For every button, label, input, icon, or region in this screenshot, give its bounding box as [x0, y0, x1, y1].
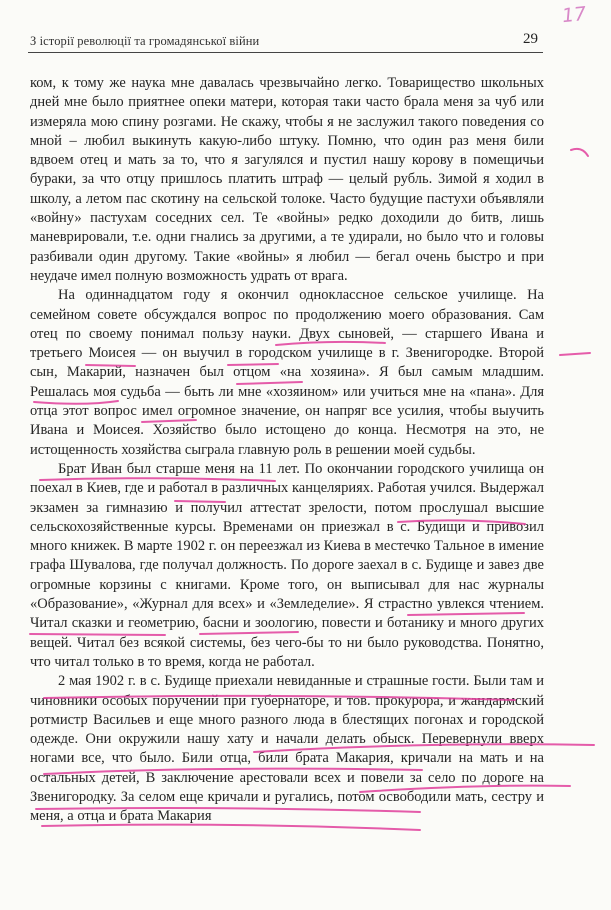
paragraph-4: 2 мая 1902 г. в с. Будище приехали невиданные и страшные гости. Были там и чиновники особых поручений при губернаторе, и тов. прокурора, и жандармский ротмистр Васильев и еще много разного люда в блестящих погонах и городской одежде. Они окружили нашу хату и начали делать обыск. Перевернули вверх ногами все, что было. Били отца, били брата Макария, кричали на мать и на остальных детей, В заключение арестовали всех и повели за село по дороге на Звенигородку. За селом еще кричали и ругались, потом освободили мать, сестру и меня, а отца и брата Макария: [30, 673, 544, 825]
running-header: З історії революції та громадянської війни: [30, 34, 260, 48]
paragraph-1: ком, к тому же наука мне давалась чрезвычайно легко. Товарищество школьных дней мне было приятнее опеки матери, которая таки часто брала меня за чуб или измеряла мою спину розгами. Не скажу, чтобы я не заслужил такого поведения со мной – любил выкинуть какую-либо штуку. Помню, что один раз меня били вдвоем отец и мать за то, что я загулялся и пустил нашу корову в помещичьи бураки, за что отцу пришлось платить штраф — целый рубль. Зимой я ходил в школу, а летом пас скотину на сельской толоке. Часто будущие пастухи объявляли «войну» пастухам соседних сел. Те «войны» редко доходили до битв, лишь маневрировали, т.е. одни гнались за другими, а те удирали, но было что и головы разбивали один другому. Такие «войны» я любил — бегал очень быстро и при неудаче имел полную возможность удрать от врага.: [30, 75, 544, 284]
header-rule: [28, 52, 543, 53]
paragraph-3: Брат Иван был старше меня на 11 лет. По окончании городского училища он поехал в Киев, где и работал в различных канцеляриях. Работая учился. Выдержал экзамен за гимназию и получил аттестат зрелости, потом прослушал высшие сельскохозяйственные курсы. Временами он приезжал в с. Будищи и привозил много книжек. В марте 1902 г. он переезжал из Киева в местечко Тальное в имение графа Шувалова, где получал должность. По дороге заехал в с. Будище и завез две огромные корзины с книгами. Кроме того, он выписывал для нас журналы «Образование», «Журнал для всех» и «Земледелие». Я страстно увлекся чтением. Читал сказки и геометрию, басни и зоологию, повести и ботанику и много других вещей. Читал без всякой системы, без чего-бы то ни было руководства. Понятно, что читал только в то время, когда не работал.: [30, 460, 544, 670]
body-text: [30, 74, 544, 827]
page-number: 29: [523, 31, 538, 47]
margin-mark: [571, 149, 588, 156]
margin-mark: [560, 353, 590, 355]
paragraph-2: На одиннадцатом году я окончил одноклассное сельское училище. На семейном совете обсуждался вопрос по продолжению моего образования. Сам отец по своему понимал пользу науки. Двух сыновей, — старшего Ивана и третьего Моисея — он выучил в городском училище в г. Звенигородке. Второй сын, Макарий, назначен был отцом «на хозяина». Я был самым младшим. Решалась моя судьба — быть ли мне «хозяином» или учиться мне на «пана». Для отца этот вопрос имел огромное значение, он напряг все усилия, чтобы выучить Ивана и Моисея. Хозяйство было истощено до конца. Несмотря на это, не истощенность хозяйства сыграла главную роль в решении моей судьбы.: [30, 287, 544, 458]
archive-page-number: 17: [560, 2, 588, 28]
